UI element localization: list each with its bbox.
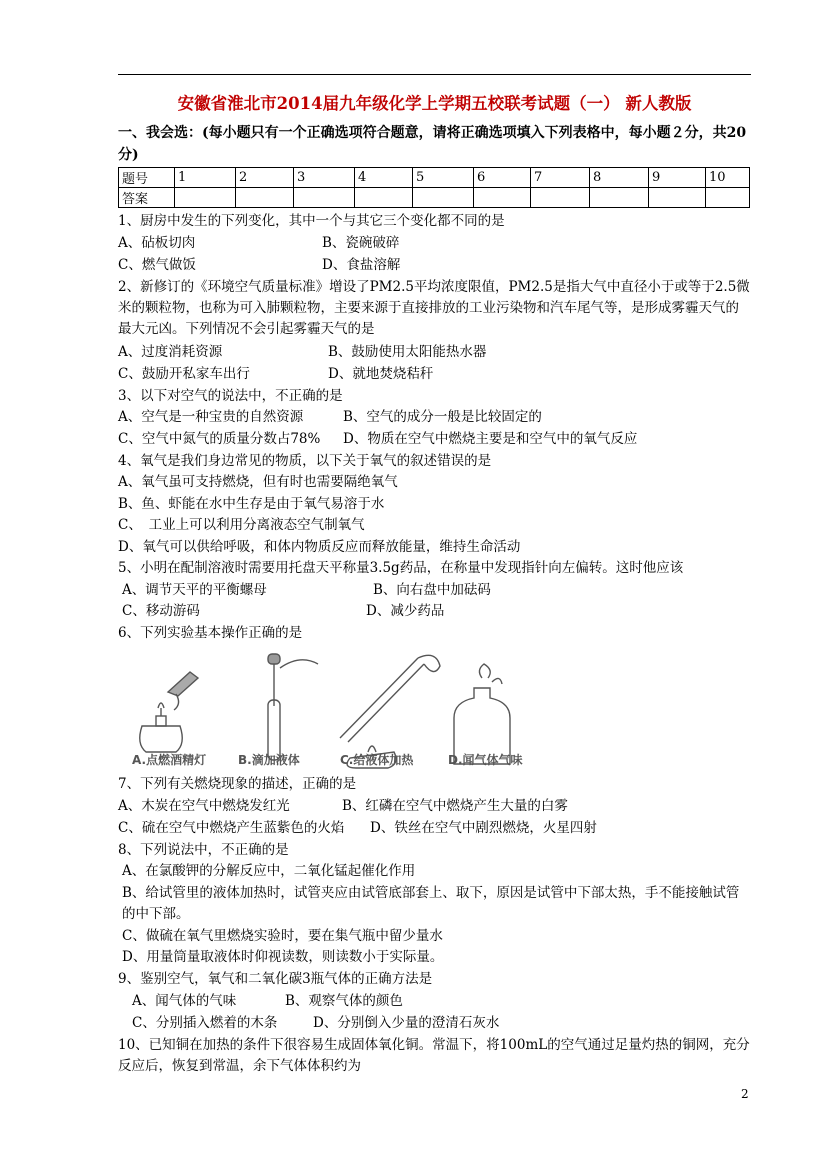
question-5-option-c: C、移动游码 — [122, 603, 200, 619]
answer-cell — [531, 188, 590, 208]
question-6-stem: 6、下列实验基本操作正确的是 — [118, 625, 303, 641]
question-1-option-c: C、燃气做饭 — [118, 257, 196, 273]
question-3-option-a: A、空气是一种宝贵的自然资源 — [118, 409, 304, 425]
question-8-option-b: B、给试管里的液体加热时，试管夹应由试管底部套上、取下，原因是试管中下部太热，手不能接触试管的中下部。 — [122, 885, 740, 922]
table-cell: 1 — [175, 168, 236, 188]
question-8-option-d: D、用量筒量取液体时仰视读数，则读数小于实际量。 — [122, 949, 444, 965]
question-7-option-d: D、铁丝在空气中剧烈燃烧，火星四射 — [370, 820, 597, 836]
question-9-option-d: D、分别倒入少量的澄清石灰水 — [313, 1015, 500, 1031]
question-7-option-c: C、硫在空气中燃烧产生蓝紫色的火焰 — [118, 820, 345, 836]
answer-table — [118, 167, 750, 208]
question-7-stem: 7、下列有关燃烧现象的描述，正确的是 — [118, 776, 357, 792]
question-9-option-c: C、分别插入燃着的木条 — [132, 1015, 278, 1031]
table-cell: 2 — [236, 168, 294, 188]
question-3-stem: 3、以下对空气的说法中，不正确的是 — [118, 388, 343, 404]
table-cell: 5 — [413, 168, 474, 188]
figure-label-b: B.滴加液体 — [238, 753, 300, 767]
lab-operations-figure — [118, 648, 538, 770]
question-2-option-b: B、鼓励使用太阳能热水器 — [328, 344, 487, 360]
question-5-stem: 5、小明在配制溶液时需要用托盘天平称量3.5g药品，在称量中发现指针向左偏转。这时他应该 — [118, 560, 684, 576]
table-row — [119, 168, 750, 188]
question-4-option-b: B、鱼、虾能在水中生存是由于氧气易溶于水 — [118, 496, 385, 512]
question-9-option-b: B、观察气体的颜色 — [285, 993, 403, 1009]
gas-bottle-illustration — [454, 664, 510, 764]
page-number: 2 — [741, 1087, 749, 1101]
question-1-option-a: A、砧板切肉 — [118, 235, 196, 251]
answer-cell — [590, 188, 649, 208]
answer-cell — [355, 188, 413, 208]
question-4-option-d: D、氧气可以供给呼吸，和体内物质反应而释放能量，维持生命活动 — [118, 539, 521, 555]
question-3-option-b: B、空气的成分一般是比较固定的 — [343, 409, 542, 425]
question-4-option-a: A、氧气虽可支持燃烧，但有时也需要隔绝氧气 — [118, 474, 398, 490]
question-5-option-b: B、向右盘中加砝码 — [373, 582, 491, 598]
figure-label-c: C.给液体加热 — [340, 753, 414, 767]
question-9-stem: 9、鉴别空气，氧气和二氧化碳3瓶气体的正确方法是 — [118, 971, 433, 987]
table-cell: 6 — [474, 168, 531, 188]
answer-cell — [706, 188, 750, 208]
question-8-option-a: A、在氯酸钾的分解反应中，二氧化锰起催化作用 — [122, 863, 416, 879]
answer-cell — [413, 188, 474, 208]
table-row — [119, 188, 750, 208]
figure-label-d: D.闻气体气味 — [448, 753, 523, 767]
alcohol-lamp-illustration — [140, 672, 198, 752]
row-label: 题号 — [119, 168, 175, 188]
question-10-stem: 10、已知铜在加热的条件下很容易生成固体氧化铜。常温下，将100mL的空气通过足量灼热的铜网，充分反应后，恢复到常温，余下气体体积约为 — [118, 1037, 750, 1074]
table-cell: 10 — [706, 168, 750, 188]
question-1-stem: 1、厨房中发生的下列变化，其中一个与其它三个变化都不同的是 — [118, 213, 505, 229]
dropper-tube-illustration — [268, 654, 318, 760]
answer-cell — [649, 188, 706, 208]
table-cell: 3 — [294, 168, 355, 188]
answer-cell — [236, 188, 294, 208]
heating-tube-illustration — [340, 655, 440, 768]
question-1-option-d: D、食盐溶解 — [322, 257, 401, 273]
question-9-option-a: A、闻气体的气味 — [132, 993, 237, 1009]
question-8-option-c: C、做硫在氧气里燃烧实验时，要在集气瓶中留少量水 — [122, 928, 443, 944]
question-7-option-b: B、红磷在空气中燃烧产生大量的白雾 — [342, 798, 568, 814]
header-rule — [118, 74, 751, 75]
question-5-option-a: A、调节天平的平衡螺母 — [122, 582, 267, 598]
table-cell: 8 — [590, 168, 649, 188]
row-label: 答案 — [119, 188, 175, 208]
answer-cell — [474, 188, 531, 208]
question-2-option-d: D、就地焚烧秸秆 — [328, 366, 434, 382]
question-7-option-a: A、木炭在空气中燃烧发红光 — [118, 798, 290, 814]
question-5-option-d: D、减少药品 — [366, 603, 445, 619]
question-4-stem: 4、氧气是我们身边常见的物质，以下关于氧气的叙述错误的是 — [118, 453, 492, 469]
section-heading: 一、我会选：(每小题只有一个正确选项符合题意，请将正确选项填入下列表格中，每小题２分，共20分) — [118, 125, 747, 163]
question-4-option-c: C、 工业上可以利用分离液态空气制氧气 — [118, 517, 365, 533]
question-1-option-b: B、瓷碗破碎 — [322, 235, 400, 251]
question-3-option-c: C、空气中氮气的质量分数占78% — [118, 431, 321, 447]
table-cell: 9 — [649, 168, 706, 188]
figure-label-a: A.点燃酒精灯 — [132, 753, 207, 767]
question-3-option-d: D、物质在空气中燃烧主要是和空气中的氧气反应 — [343, 431, 638, 447]
question-8-stem: 8、下列说法中，不正确的是 — [118, 842, 289, 858]
table-cell: 4 — [355, 168, 413, 188]
question-2-stem: 2、新修订的《环境空气质量标准》增设了PM2.5平均浓度限值，PM2.5是指大气中直径小于或等于2.5微米的颗粒物，也称为可入肺颗粒物，主要来源于直接排放的工业污染物和汽车尾气等，是形成雾霾天气的最大元凶。下列情况不会引起雾霾天气的是 — [118, 279, 750, 337]
table-cell: 7 — [531, 168, 590, 188]
question-2-option-c: C、鼓励开私家车出行 — [118, 366, 250, 382]
answer-cell — [175, 188, 236, 208]
answer-cell — [294, 188, 355, 208]
page-title: 安徽省淮北市2014届九年级化学上学期五校联考试题（一） 新人教版 — [177, 94, 692, 113]
question-2-option-a: A、过度消耗资源 — [118, 344, 223, 360]
